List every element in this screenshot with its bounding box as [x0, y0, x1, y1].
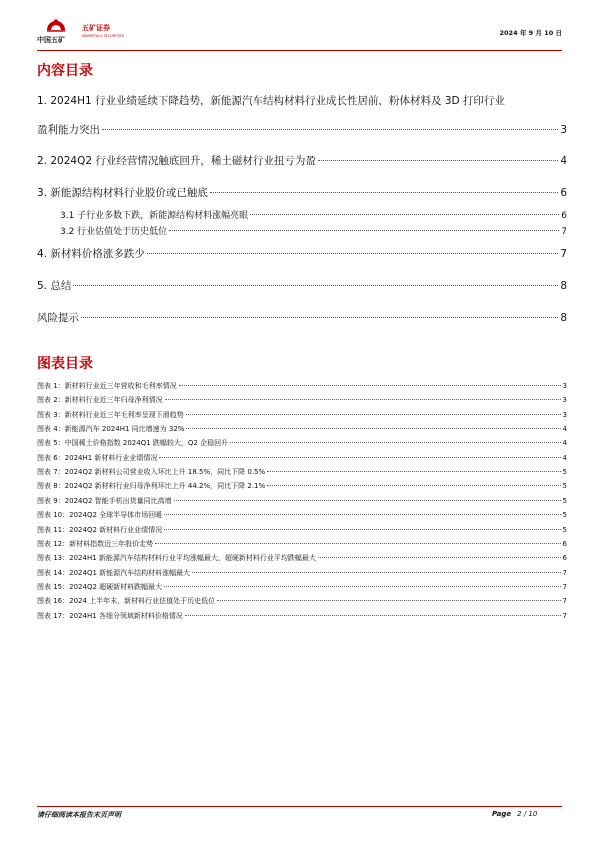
figure-item-label: 图表 15：2024Q2 超硬新材料跌幅最大 — [37, 582, 163, 591]
toc-item-page: 8 — [560, 312, 567, 324]
leader-dots — [210, 192, 558, 193]
toc-item[interactable] — [37, 246, 567, 261]
leader-dots — [81, 317, 558, 318]
leader-dots — [174, 500, 561, 501]
figures-title: 图表目录 — [37, 356, 93, 372]
toc-item[interactable] — [37, 185, 567, 200]
figure-item-page: 5 — [562, 511, 567, 520]
leader-dots — [192, 572, 560, 573]
figure-item-label: 图表 3：新材料行业近三年毛利率呈现下滑趋势 — [37, 410, 184, 419]
figure-item-page: 3 — [562, 410, 567, 419]
figure-item-label: 图表 5：中国稀土价格指数 2024Q1 跌幅较大，Q2 企稳回升 — [37, 439, 229, 448]
leader-dots — [230, 442, 560, 443]
figure-list-item[interactable] — [37, 611, 567, 621]
figure-item-page: 4 — [562, 425, 567, 434]
figure-list-item[interactable] — [37, 596, 567, 606]
footer-disclaimer: 请仔细阅读本报告末页声明 — [37, 811, 121, 819]
minmetals-logo-icon — [45, 14, 67, 32]
leader-dots — [267, 471, 560, 472]
toc-item-label: 3.2 行业估值处于历史低位 — [60, 227, 168, 237]
figure-list-item[interactable] — [37, 467, 567, 477]
toc-item[interactable] — [37, 122, 567, 137]
figure-item-page: 5 — [562, 468, 567, 477]
figure-item-label: 图表 12：新材料指数近三年股价走势 — [37, 539, 154, 548]
toc-item-page: 4 — [560, 155, 567, 167]
leader-dots — [186, 428, 560, 429]
figure-list-item[interactable] — [37, 539, 567, 549]
figure-list-item[interactable] — [37, 568, 567, 578]
toc-item-page: 8 — [560, 280, 567, 292]
toc-item-page: 7 — [560, 248, 567, 260]
toc-item[interactable] — [37, 278, 567, 293]
toc-item-label: 3. 新能源结构材料行业股价或已触底 — [37, 187, 208, 199]
figure-item-page: 7 — [562, 582, 567, 591]
toc-item[interactable] — [37, 153, 567, 168]
page-label: Page — [492, 810, 512, 818]
leader-dots — [169, 230, 559, 231]
figure-item-label: 图表 11：2024Q2 新材料行业业绩情况 — [37, 525, 163, 534]
figure-list-item[interactable] — [37, 525, 567, 535]
figure-item-page: 7 — [562, 611, 567, 620]
figure-list-item[interactable] — [37, 424, 567, 434]
figure-item-page: 5 — [562, 496, 567, 505]
figure-item-page: 5 — [562, 482, 567, 491]
leader-dots — [217, 600, 560, 601]
figure-item-label: 图表 1：新材料行业近三年营收和毛利率情况 — [37, 382, 177, 390]
toc-item-label: 风险提示 — [37, 312, 79, 324]
figure-item-label: 图表 10：2024Q2 全球半导体市场回暖 — [37, 511, 163, 520]
figure-item-label: 图表 13：2024H1 新能源汽车结构材料行业平均涨幅最大，超硬新材料行业平均跌幅最大 — [37, 554, 316, 563]
leader-dots — [250, 214, 559, 215]
page-value: 2 / 10 — [517, 810, 538, 818]
company-logo — [37, 14, 77, 46]
leader-dots — [179, 385, 561, 386]
leader-dots — [318, 557, 561, 558]
leader-dots — [186, 414, 561, 415]
figure-item-page: 3 — [562, 396, 567, 405]
header-divider — [37, 50, 562, 51]
toc-item-label: 3.1 子行业多数下跌，新能源结构材料涨幅亮眼 — [60, 211, 249, 221]
footer-divider — [37, 806, 562, 807]
figure-item-label: 图表 8：2024Q2 新材料行业归母净利环比上升 44.2%，同比下降 2.1% — [37, 482, 266, 491]
figure-item-label: 图表 2：新材料行业近三年归母净利情况 — [37, 396, 163, 405]
figure-item-label: 图表 4：新能源汽车 2024H1 同比增速为 32% — [37, 425, 185, 434]
figure-list-item[interactable] — [37, 410, 567, 420]
figure-item-page: 7 — [562, 597, 567, 606]
figure-item-page: 6 — [562, 554, 567, 563]
leader-dots — [73, 285, 558, 286]
leader-dots — [164, 586, 560, 587]
figure-list-item[interactable] — [37, 438, 567, 448]
figure-list-item[interactable] — [37, 582, 567, 592]
logo-text: 中国五矿 — [37, 36, 65, 44]
figure-item-page: 7 — [562, 568, 567, 577]
leader-dots — [164, 529, 560, 530]
figure-item-page: 6 — [562, 539, 567, 548]
leader-dots — [185, 615, 561, 616]
figure-item-label: 图表 16：2024 上半年末，新材料行业估值处于历史低位 — [37, 597, 216, 606]
leader-dots — [102, 129, 558, 130]
leader-dots — [159, 457, 560, 458]
leader-dots — [267, 485, 560, 486]
figure-item-label: 图表 6：2024H1 新材料行业业绩情况 — [37, 453, 158, 462]
figure-item-page: 5 — [562, 525, 567, 534]
figure-item-page: 3 — [562, 382, 567, 390]
toc-item-label: 2. 2024Q2 行业经营情况触底回升，稀土磁材行业扭亏为盈 — [37, 155, 316, 167]
page-number — [492, 810, 537, 818]
toc-item-page: 7 — [561, 227, 567, 237]
figure-list-item[interactable] — [37, 496, 567, 506]
figure-list-item[interactable] — [37, 481, 567, 491]
toc-item-page: 3 — [560, 124, 567, 136]
figure-item-page: 4 — [562, 453, 567, 462]
leader-dots — [165, 399, 561, 400]
leader-dots — [318, 160, 558, 161]
toc-item-page: 6 — [560, 187, 567, 199]
figure-item-label: 图表 7：2024Q2 新材料公司营业收入环比上升 18.5%，同比下降 0.5% — [37, 468, 266, 477]
toc-item-label: 4. 新材料价格涨多跌少 — [37, 248, 145, 260]
figure-list-item[interactable] — [37, 510, 567, 520]
figure-item-label: 图表 9：2024Q2 智能手机出货量同比高增 — [37, 496, 172, 505]
toc-subitem[interactable] — [60, 224, 567, 237]
figure-list-item[interactable] — [37, 553, 567, 563]
report-date: 2024 年 9 月 10 日 — [499, 29, 562, 37]
toc-item-label: 盈利能力突出 — [37, 124, 100, 136]
toc-title: 内容目录 — [37, 63, 93, 79]
toc-item[interactable]: 1. 2024H1 行业业绩延续下降趋势，新能源汽车结构材料行业成长性居前，粉体材料及 3D 打印行业 — [37, 95, 505, 107]
leader-dots — [155, 543, 560, 544]
brand-name — [82, 23, 124, 38]
figure-item-label: 图表 17：2024H1 各细分领域新材料价格情况 — [37, 611, 183, 620]
leader-dots — [164, 514, 560, 515]
figure-item-page: 4 — [562, 439, 567, 448]
toc-subitem[interactable] — [60, 208, 567, 221]
figure-list-item[interactable] — [37, 453, 567, 463]
brand-name-cn: 五矿证券 — [82, 24, 110, 32]
toc-item[interactable] — [37, 310, 567, 325]
figure-list-item[interactable] — [37, 395, 567, 405]
figure-item-label: 图表 14：2024Q1 新能源汽车结构材料涨幅最大 — [37, 568, 191, 577]
figure-list-item[interactable] — [37, 381, 567, 391]
brand-name-en: MINMETALS SECURITIES — [82, 34, 124, 38]
leader-dots — [147, 253, 558, 254]
page-header — [37, 14, 562, 48]
toc-item-label: 5. 总结 — [37, 280, 72, 292]
toc-item-page: 6 — [561, 211, 567, 221]
